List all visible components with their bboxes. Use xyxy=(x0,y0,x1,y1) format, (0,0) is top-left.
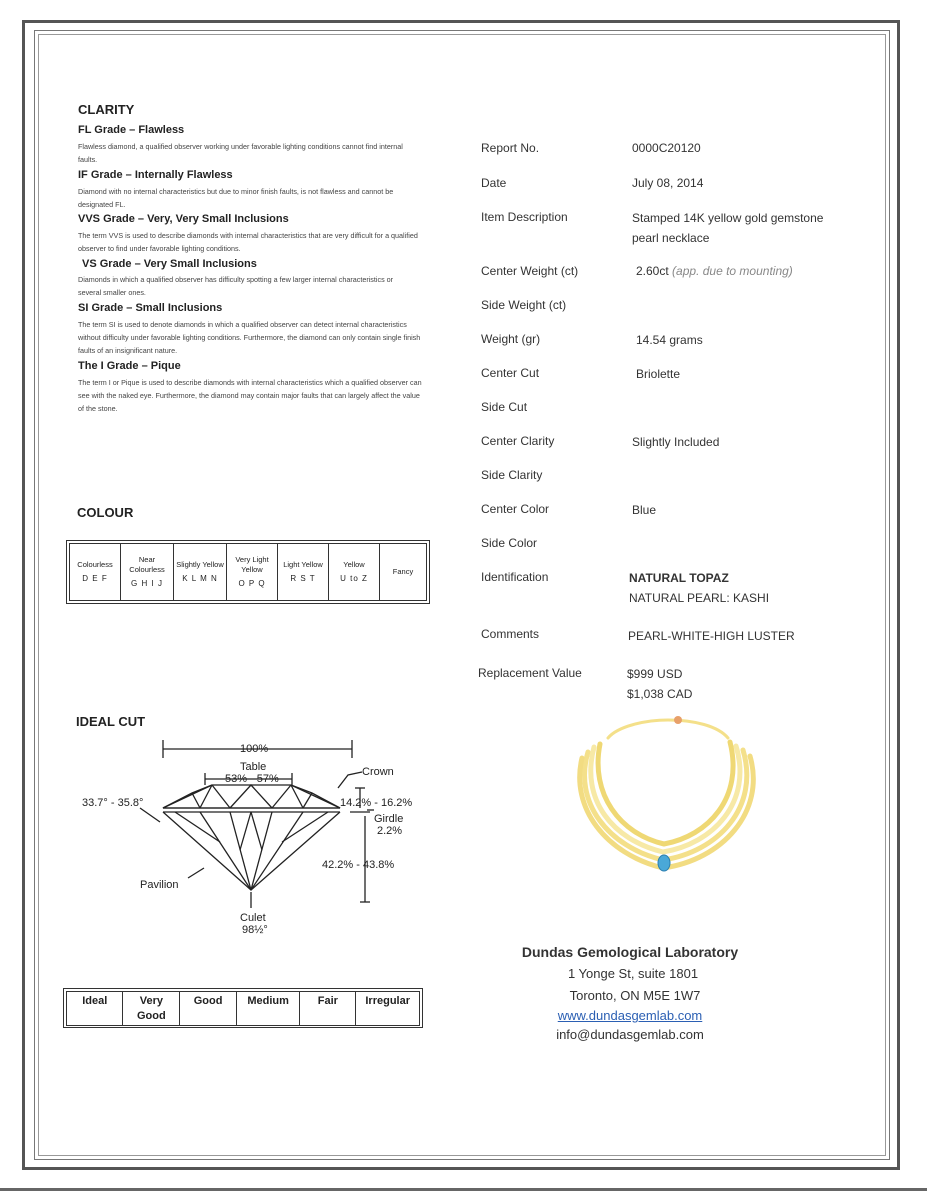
center-color-value: Blue xyxy=(632,503,657,517)
date-label: Date xyxy=(481,176,507,190)
diamond-cut-diagram xyxy=(70,730,430,940)
center-weight-ct: 2.60ct xyxy=(636,264,669,278)
diagram-table-range: 53% - 57% xyxy=(225,773,279,785)
identification-value-2: NATURAL PEARL: KASHI xyxy=(629,591,770,605)
topaz-pendant-icon xyxy=(658,855,670,871)
side-cut-label: Side Cut xyxy=(481,400,528,414)
colour-cell xyxy=(70,544,121,601)
colour-cell-code: R S T xyxy=(290,574,316,583)
colour-cell-name: Very Light Yellow xyxy=(235,555,269,574)
colour-cell xyxy=(121,544,174,601)
colour-title: COLOUR xyxy=(77,505,134,520)
clarity-grade-vvs-desc: The term VVS is used to describe diamonds with internal characteristics that are very difficult for a qualified observer to find under favorable lighting conditions. xyxy=(78,231,418,253)
date-value: July 08, 2014 xyxy=(632,176,704,190)
lab-address-1: 1 Yonge St, suite 1801 xyxy=(567,966,699,981)
colour-cell-name: Light Yellow xyxy=(283,560,323,569)
center-weight-label: Center Weight (ct) xyxy=(481,264,579,278)
ideal-cut-title: IDEAL CUT xyxy=(76,714,146,729)
weight-value: 14.54 grams xyxy=(636,333,703,347)
clarity-grade-vs-title: VS Grade – Very Small Inclusions xyxy=(82,258,257,270)
cut-grade-cell: Irregular xyxy=(356,992,420,1026)
comments-value: PEARL-WHITE-HIGH LUSTER xyxy=(628,629,795,643)
side-clarity-label: Side Clarity xyxy=(481,468,543,482)
clarity-grade-si-desc: The term SI is used to denote diamonds in which a qualified observer can detect internal characteristics without difficulty under favorable lighting conditions. Furthermore, the diamond can only contain single finish faults of an insignificant nature. xyxy=(78,320,421,355)
diagram-table-label: Table xyxy=(240,761,267,773)
lab-website-link[interactable] xyxy=(480,1008,780,1023)
clarity-grade-fl-title: FL Grade – Flawless xyxy=(78,124,185,136)
diagram-crown-height: 14.2% - 16.2% xyxy=(340,797,413,809)
clarity-title: CLARITY xyxy=(78,102,135,117)
comments-label: Comments xyxy=(481,627,540,641)
cut-grade-cell: Very Good xyxy=(123,992,180,1026)
colour-cell-name: Slightly Yellow xyxy=(176,560,224,569)
item-description-label: Item Description xyxy=(481,210,568,224)
replacement-value-usd: $999 USD xyxy=(627,667,683,681)
clarity-grade-si-title: SI Grade – Small Inclusions xyxy=(78,302,223,314)
side-color-label: Side Color xyxy=(481,536,538,550)
cut-grade-cell: Fair xyxy=(300,992,356,1026)
diagram-crown-angle: 33.7° - 35.8° xyxy=(82,797,144,809)
item-description-value: Stamped 14K yellow gold gemstone pearl necklace xyxy=(632,211,824,245)
diagram-culet-value: 98½° xyxy=(242,924,268,936)
necklace-clasp-icon xyxy=(674,716,682,724)
center-cut-value: Briolette xyxy=(636,367,681,381)
clarity-grade-fl-desc: Flawless diamond, a qualified observer working under favorable lighting conditions cannot find internal faults. xyxy=(78,142,403,164)
colour-cell xyxy=(227,544,278,601)
colour-cell xyxy=(380,544,427,601)
colour-cell-code: D E F xyxy=(82,574,108,583)
center-cut-label: Center Cut xyxy=(481,366,540,380)
clarity-grade-if-title: IF Grade – Internally Flawless xyxy=(78,169,233,181)
side-weight-label: Side Weight (ct) xyxy=(481,298,567,312)
clarity-grade-i-desc: The term I or Pique is used to describe diamonds with internal characteristics which a qualified observer can see with the naked eye. Furthermore, the diamond may contain major faults that can largely affect the value of the stone. xyxy=(78,378,422,413)
colour-scale-table xyxy=(69,543,427,601)
diagram-girdle-value: 2.2% xyxy=(377,825,403,837)
center-weight-value xyxy=(636,261,866,281)
replacement-value-cad: $1,038 CAD xyxy=(627,687,693,701)
diagram-crown-label: Crown xyxy=(362,766,394,778)
lab-website-text[interactable]: www.dundasgemlab.com xyxy=(557,1008,703,1023)
identification-value-1: NATURAL TOPAZ xyxy=(629,571,729,585)
lab-name: Dundas Gemological Laboratory xyxy=(521,944,739,960)
diagram-girdle-label: Girdle xyxy=(374,813,404,825)
clarity-grade-vs-desc: Diamonds in which a qualified observer has difficulty spotting a few larger internal characteristics or several smaller ones. xyxy=(78,275,394,297)
diagram-width-label: 100% xyxy=(240,743,269,755)
colour-cell-name: Fancy xyxy=(392,567,414,576)
cut-grade-cell: Medium xyxy=(237,992,300,1026)
cut-grade-table xyxy=(66,991,420,1026)
replacement-value-label: Replacement Value xyxy=(478,666,582,680)
cut-grade-cell: Good xyxy=(180,992,237,1026)
colour-cell-code: K L M N xyxy=(182,574,218,583)
clarity-grade-vvs-title: VVS Grade – Very, Very Small Inclusions xyxy=(78,213,289,225)
colour-cell-name: Yellow xyxy=(343,560,365,569)
identification-label: Identification xyxy=(481,570,549,584)
lab-email: info@dundasgemlab.com xyxy=(556,1027,704,1042)
diagram-culet-label: Culet xyxy=(240,912,266,924)
diagram-pavilion-label: Pavilion xyxy=(140,879,179,891)
colour-cell xyxy=(174,544,227,601)
colour-cell-code: G H I J xyxy=(131,579,163,588)
scan-edge-rule xyxy=(0,1188,927,1191)
diagram-pavilion-depth: 42.2% - 43.8% xyxy=(322,859,395,871)
colour-cell-code: U to Z xyxy=(340,574,368,583)
clarity-grade-i-title: The I Grade – Pique xyxy=(78,360,181,372)
center-clarity-label: Center Clarity xyxy=(481,434,555,448)
weight-label: Weight (gr) xyxy=(481,332,541,346)
center-clarity-value: Slightly Included xyxy=(632,435,720,449)
necklace-photo xyxy=(568,712,768,882)
colour-cell-name: Near Colourless xyxy=(129,555,165,574)
report-no-value: 0000C20120 xyxy=(632,141,701,155)
clarity-grade-if-desc: Diamond with no internal characteristics but due to minor finish faults, is not flawless and cannot be designated FL. xyxy=(78,187,394,209)
lab-address-2: Toronto, ON M5E 1W7 xyxy=(569,988,701,1003)
colour-cell-name: Colourless xyxy=(77,560,113,569)
colour-cell xyxy=(278,544,329,601)
center-color-label: Center Color xyxy=(481,502,550,516)
colour-cell xyxy=(329,544,380,601)
report-no-label: Report No. xyxy=(481,141,540,155)
cut-grade-cell: Ideal xyxy=(67,992,123,1026)
center-weight-note: (app. due to mounting) xyxy=(672,264,793,278)
colour-cell-code: O P Q xyxy=(238,579,266,588)
